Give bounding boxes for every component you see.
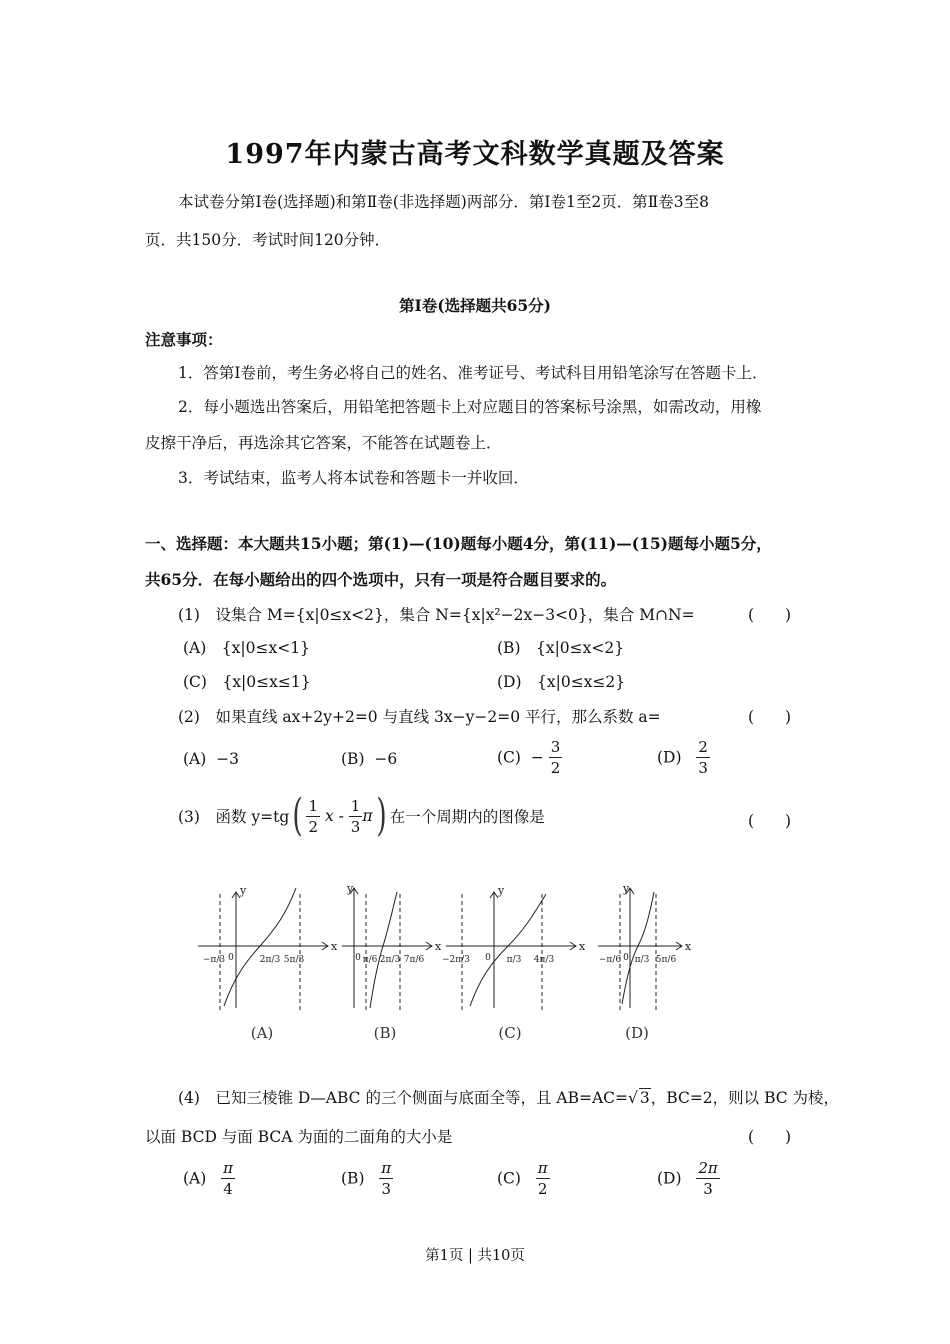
q3-c-tick-2: 0 [485, 953, 491, 963]
q3-graph-b [342, 888, 432, 1010]
q4-option-c [497, 1158, 550, 1199]
q3-pi: π [362, 807, 373, 825]
q4-option-c-label: (C) [497, 1169, 521, 1188]
q3-a-tick-2: 0 [228, 953, 234, 963]
q2-option-d [657, 737, 710, 778]
part1-line-2: 共65分．在每小题给出的四个选项中，只有一项是符合题目要求的。 [145, 570, 617, 589]
q3-stem [178, 790, 545, 841]
q4-sqrt-value: 3 [639, 1089, 650, 1107]
q4-option-b-num: π [381, 1159, 392, 1177]
q3-a-xlabel: x [331, 940, 338, 953]
q3-graph-b-caption: (B) [373, 1024, 397, 1042]
q4-option-a-fraction [221, 1158, 235, 1199]
q2-option-d-fraction [696, 737, 710, 778]
q4-option-b-den: 3 [381, 1180, 391, 1198]
q3-fraction-2 [349, 796, 363, 837]
q4-answer-blank: ( ) [748, 1128, 792, 1146]
q3-d-tick-3: π/3 [634, 955, 650, 965]
q2-option-b [341, 750, 397, 768]
q4-option-d-label: (D) [657, 1169, 682, 1188]
q3-stem-suffix: 在一个周期内的图像是 [389, 808, 545, 826]
sqrt-icon: √ [628, 1089, 638, 1107]
q3-f2-num: 1 [350, 796, 361, 815]
q3-graph-d-caption: (D) [625, 1024, 649, 1042]
q3-c-tick-4: 4π/3 [533, 955, 555, 965]
q3-f1-den: 2 [308, 817, 318, 836]
q3-graphs-figure [190, 878, 710, 1048]
q3-graph-d [598, 888, 682, 1010]
q3-a-tick-3: 2π/3 [259, 955, 281, 965]
q1-option-b: (B) {x|0≤x<2} [497, 639, 625, 657]
q3-b-tick-4: 7π/6 [403, 955, 425, 965]
q4-option-b-label: (B) [341, 1169, 365, 1188]
q4-option-a-den: 4 [223, 1180, 233, 1198]
q3-mid: x - [324, 807, 344, 825]
q2-option-a [183, 750, 239, 768]
q4-option-c-fraction [536, 1158, 550, 1199]
q1-stem: (1) 设集合 M={x|0≤x<2}，集合 N={x|x²−2x−3<0}，集合 M∩N= [178, 606, 695, 624]
q3-left-paren: ( [292, 790, 304, 841]
q3-a-ylabel: y [240, 884, 247, 897]
q4-line-1-text: (4) 已知三棱锥 D—ABC 的三个侧面与底面全等，且 AB=AC= [178, 1089, 629, 1107]
intro-line-2: 页．共150分．考试时间120分钟． [145, 231, 391, 249]
intro-line-1: 本试卷分第Ⅰ卷(选择题)和第Ⅱ卷(非选择题)两部分．第Ⅰ卷1至2页．第Ⅱ卷3至8 [178, 193, 709, 211]
q3-b-xlabel: x [435, 940, 442, 953]
q2-option-a-value: −3 [216, 750, 240, 768]
q3-c-xlabel: x [579, 940, 586, 953]
q2-option-b-value: −6 [374, 750, 398, 768]
q4-option-d-den: 3 [703, 1180, 713, 1198]
q4-option-d-num: 2π [698, 1159, 718, 1177]
q4-option-a-num: π [223, 1159, 233, 1177]
q2-option-d-den: 3 [698, 759, 708, 777]
q4-option-a [183, 1158, 235, 1199]
q4-option-d [657, 1158, 720, 1199]
q2-option-c [497, 737, 562, 778]
q2-option-d-label: (D) [657, 748, 682, 767]
q3-b-tick-2: π/6 [362, 955, 378, 965]
q4-line-1-end: ，BC=2，则以 BC 为棱， [650, 1089, 840, 1107]
q3-c-tick-3: π/3 [506, 955, 522, 965]
q3-f1-num: 1 [308, 796, 318, 815]
q4-option-c-den: 2 [537, 1180, 548, 1198]
q3-right-paren: ) [375, 790, 387, 841]
q4-line-1 [178, 1086, 839, 1108]
q2-answer-blank: ( ) [748, 708, 792, 726]
q4-option-a-label: (A) [183, 1169, 207, 1188]
q3-a-tick-1: −π/3 [202, 955, 226, 965]
q2-option-b-label: (B) [341, 750, 365, 768]
q4-option-b [341, 1158, 393, 1199]
q2-option-a-label: (A) [183, 750, 207, 768]
notes-item-2a: 2．每小题选出答案后，用铅笔把答题卡上对应题目的答案标号涂黑，如需改动，用橡 [178, 398, 762, 416]
q3-graph-a-caption: (A) [250, 1024, 274, 1042]
q3-a-tick-4: 5π/3 [283, 955, 305, 965]
q3-b-ylabel: y [347, 882, 354, 895]
q4-option-c-num: π [537, 1159, 548, 1177]
q2-option-c-den: 2 [550, 759, 561, 777]
q3-f2-den: 3 [350, 817, 361, 836]
page-footer: 第1页 | 共10页 [425, 1248, 525, 1264]
q1-option-c: (C) {x|0≤x≤1} [183, 673, 311, 691]
q3-d-tick-2: 0 [623, 953, 629, 963]
q3-graph-c [446, 892, 576, 1010]
q3-stem-prefix: (3) 函数 y=tg [178, 808, 290, 826]
q1-answer-blank: ( ) [748, 606, 792, 624]
q2-option-c-fraction [549, 737, 563, 778]
q2-option-d-num: 2 [698, 738, 708, 756]
q3-graph-c-caption: (C) [498, 1024, 522, 1042]
q3-b-tick-3: 2π/3 [379, 955, 401, 965]
notes-item-1: 1．答第Ⅰ卷前，考生务必将自己的姓名、准考证号、考试科目用铅笔涂写在答题卡上． [178, 364, 768, 382]
q2-option-c-sign: − [530, 748, 544, 767]
q3-c-tick-1: −2π/3 [442, 955, 470, 965]
q2-stem: (2) 如果直线 ax+2y+2=0 与直线 3x−y−2=0 平行，那么系数 a= [178, 708, 661, 726]
q2-option-c-label: (C) [497, 748, 521, 767]
q3-graph-a [198, 888, 328, 1010]
notes-item-3: 3．考试结束，监考人将本试卷和答题卡一并收回． [178, 469, 529, 487]
notes-item-2b: 皮擦干净后，再选涂其它答案，不能答在试题卷上． [145, 434, 502, 452]
q3-d-ylabel: y [623, 882, 630, 895]
q4-option-d-fraction [696, 1158, 719, 1199]
q2-option-c-num: 3 [550, 738, 561, 756]
q3-d-xlabel: x [685, 940, 692, 953]
q3-b-tick-1: 0 [355, 953, 361, 963]
q1-option-a: (A) {x|0≤x<1} [183, 639, 310, 657]
q1-option-d: (D) {x|0≤x≤2} [497, 673, 626, 691]
q3-answer-blank: ( ) [748, 812, 792, 830]
notes-heading: 注意事项： [145, 330, 223, 349]
part1-line-1: 一、选择题：本大题共15小题；第(1)—(10)题每小题4分，第(11)—(15)题每小题5分， [145, 534, 772, 553]
q3-d-tick-4: 5π/6 [655, 955, 677, 965]
section-heading: 第Ⅰ卷(选择题共65分) [399, 296, 551, 315]
q3-d-tick-1: −π/6 [598, 955, 622, 965]
q3-fraction-1 [306, 796, 320, 837]
q4-option-b-fraction [379, 1158, 393, 1199]
q4-line-2: 以面 BCD 与面 BCA 为面的二面角的大小是 [145, 1128, 453, 1146]
page-title: 1997年内蒙古高考文科数学真题及答案 [225, 139, 725, 170]
q3-c-ylabel: y [498, 884, 505, 897]
